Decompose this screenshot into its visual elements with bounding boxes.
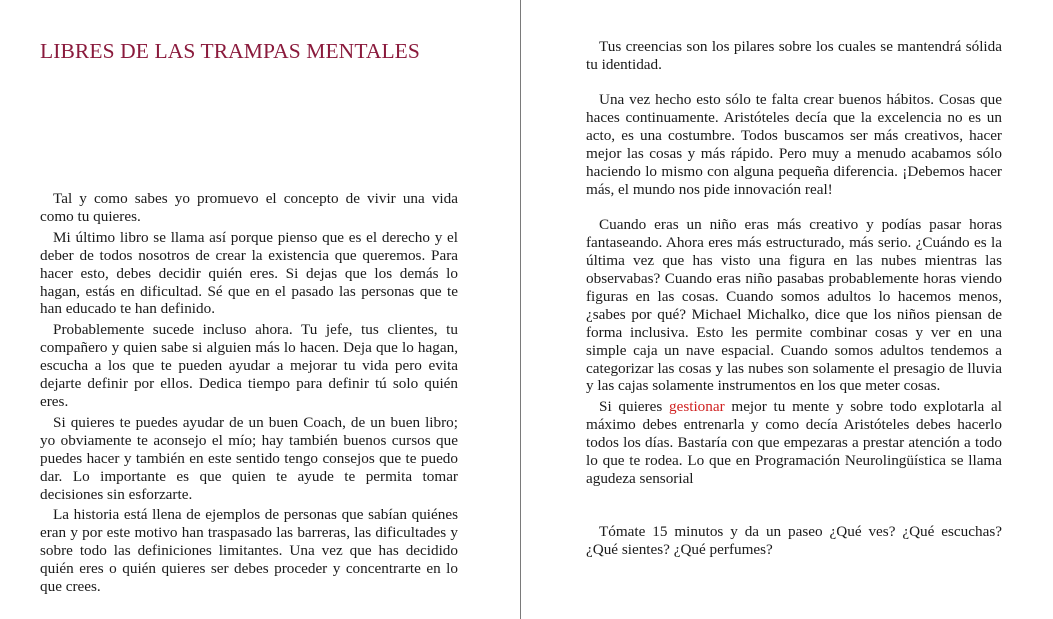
paragraph: Si quieres te puedes ayudar de un buen Coach, de un buen libro; yo obviamente te aconsejo el mío; hay también buenos cursos que puedes hacer y también en este sentido tengo consejos que te puedo dar. Lo importante es que quien te ayude te permita tomar decisiones sin esforzarte.: [40, 413, 458, 503]
gestionar-link[interactable]: gestionar: [668, 398, 725, 416]
paragraph: Mi último libro se llama así porque pienso que es el derecho y el deber de todos nosotros de crear la existencia que queremos. Para hacer esto, debes decidir quién eres. Si dejas que los demás lo hagan, estás en dificultad. Sé que en el pasado las personas que te han educado te han definido.: [40, 228, 458, 318]
paragraph: Probablemente sucede incluso ahora. Tu jefe, tus clientes, tu compañero y quien sabe si alguien más lo hacen. Deja que lo hagan, escucha a los que te pueden ayudar a mejorar tu vida pero evita dejarte definir por ellos. Dedica tiempo para definir tú solo quién eres.: [40, 321, 458, 410]
paragraph: Tal y como sabes yo promuevo el concepto de vivir una vida como tu quieres.: [40, 190, 458, 225]
paragraph: Tus creencias son los pilares sobre los cuales se mantendrá sólida tu identidad.: [586, 38, 1002, 73]
paragraph-text-before-link: Si quieres: [599, 398, 669, 416]
paragraph: Una vez hecho esto sólo te falta crear buenos hábitos. Cosas que haces continuamente. Aristóteles decía que la excelencia no es un acto, es una costumbre. Todos buscamos ser más creativos, hacer mejor las cosas y más rápido. Pero muy a menudo acabamos sólo haciendo lo mismo con alguna pequeña diferencia. ¡Debemos hacer más, el mundo nos pide innovación real!: [586, 91, 1002, 198]
right-page-body: [586, 38, 1002, 559]
paragraph: Tómate 15 minutos y da un paseo ¿Qué ves? ¿Qué escuchas? ¿Qué sientes? ¿Qué perfumes?: [586, 522, 1002, 558]
left-page-body: [40, 190, 458, 596]
paragraph: La historia está llena de ejemplos de personas que sabían quiénes eran y por este motivo han traspasado las barreras, las dificultades y sobre todo las definiciones limitantes. Una vez que has decidido quién eres o quién quieres ser debes proceder y concentrarte en lo que crees.: [40, 506, 458, 596]
paragraph-with-link: [586, 398, 1002, 488]
chapter-title: LIBRES DE LAS TRAMPAS MENTALES: [40, 39, 420, 63]
right-page: [522, 0, 1053, 619]
page-gutter-divider: [520, 0, 521, 619]
paragraph-text-after-link: mejor tu mente y sobre todo explotarla al máximo debes entrenarla y como decía Aristóteles debes hacerlo todos los días. Bastaría con que empezaras a prestar atención a todo lo que te rodea. Lo que en Programación Neurolingüística se llama agudeza sensorial: [586, 398, 1002, 487]
paragraph: Cuando eras un niño eras más creativo y podías pasar horas fantaseando. Ahora eres más estructurado, más serio. ¿Cuándo es la última vez que has visto una figura en las nubes mientras las observabas? Cuando eras niño pasabas probablemente horas viendo figuras en las cosas. Cuando somos adultos lo hacemos menos, ¿sabes por qué? Michael Michalko, dice que los niños piensan de forma inclusiva. Esto les permite combinar cosas y ver en una simple caja un nave espacial. Cuando somos adultos tendemos a categorizar las cosas y las nubes son solamente el presagio de lluvia y las cajas solamente instrumentos en los que meter cosas.: [586, 216, 1002, 395]
left-page: [0, 0, 520, 619]
